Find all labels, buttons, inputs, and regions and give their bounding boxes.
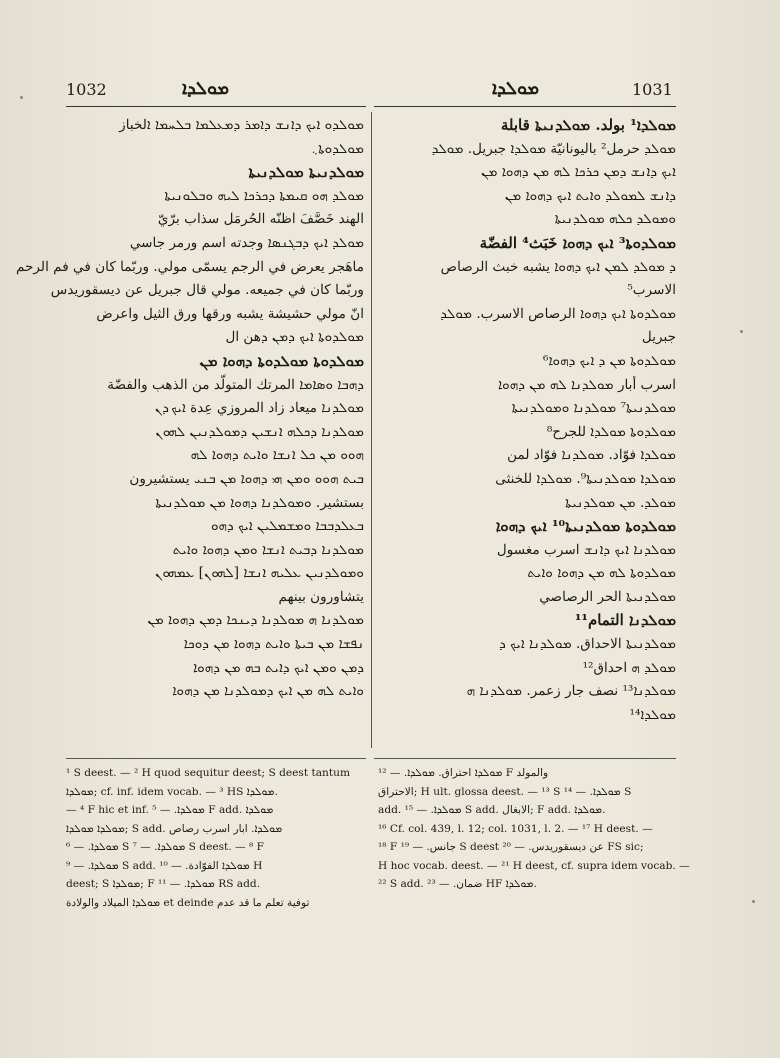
footnote-line: ¹ S deest. — ² H quod sequitur deest; S deest tantum — [66, 767, 350, 779]
text-line: ماهَجر يعرض في الرجم يسمّى مولي. وربّما كان في فم الرحم — [15, 258, 364, 275]
text-line: ܡܘܠܕܢܐ ميعاد زاد المروزي عِدة ܐܝܟ ܕܢ — [154, 400, 364, 417]
text-line: اسرب أبار ܡܘܠܕܢܐ ܠܗ ܡܢ ܕܗܘܐ — [498, 376, 676, 393]
text-line: ܡܘܠܕܢܐ ܕܟܠܗ ܐܢܫܝܢ ܕܡܘܠܕܢܝܢ ܠܗܘܢ — [155, 423, 364, 440]
text-line: ܡܘܠܕܘܬܐ܆ — [311, 140, 364, 157]
entry-headword: ܡܘܠܕܘܬܐ³ ܐܝܟ ܕܗܘܐ خَبَث⁴ الفضّة — [479, 233, 676, 252]
text-line: الهند خَصَّفَ اظنّه الحُرمَل سذاب برّيّ — [157, 211, 364, 228]
text-line: ܡܘܠܕ ܐܝܟ ܕܒܓܢܣܐ وجدته اسم ورمر جاسي — [129, 234, 364, 251]
right-footnote-rule — [374, 758, 676, 759]
text-line: ܡܘܠܕܢܐ ܗ ܡܘܠܕܢܐ ܕܝܢܟܐ ܕܡܢ ܕܗܘܐ ܡܢ — [147, 612, 364, 629]
left-header-rule — [66, 106, 366, 107]
text-line: ܡܘܠܕܘ ܐܝܟ ܕܐܢܫ ܕܐܡܪ ܕܡܥܠܡܐ ܒܠܚܡܐ ܐلخباز — [119, 117, 364, 133]
footnote-line: H hoc vocab. deest. — ²¹ H deest, cf. supra idem vocab. — — [378, 859, 690, 872]
text-line: ܡܘܠܕܐ فوّاد. ܡܘܠܕܢܐ فوّاد لمن — [507, 447, 676, 464]
entry-headword: ܡܘܠܕܐ¹ بولد. ܡܘܠܕܢܝܬܐ قابلة — [500, 116, 676, 134]
text-line: ܐܝܟ ܕܐܢܫ ܕܡܢ ܟܪܟܐ ܠܗ ܡܢ ܕܗܘܐ ܡܢ — [481, 164, 676, 181]
paper-speck — [752, 900, 755, 903]
text-line: ܕܡܢ ܘܡܢ ܐܝܟ ܕܐܝܬ ܒܗ ܡܢ ܕܗܘܐ — [193, 659, 364, 676]
text-line: ܡܘܠܕܐ¹⁴ — [629, 706, 676, 723]
entry-headword: ܡܘܠܕܢܝܬܐ ܡܘܠܕܢܝܬܐ — [248, 163, 364, 182]
text-line: بستشير. ܘܡܘܠܕܢܐ ܕܗܘܐ ܡܢ ܡܘܠܕܢܝܬܐ — [155, 494, 364, 511]
text-line: ܡܘܠܕܢܝܬܐ الاحداق. ܡܘܠܕܢܐ ܐܝܟ ܕ — [499, 636, 676, 653]
text-line: ܡܘܠܕ حرمل² باليونانيّة ܡܘܠܕܐ جبريل. ܡܘܠܕ — [431, 140, 676, 157]
footnote-line: ܡܘܠܕܐ ܡܘܠܕܐ; S add. ܡܘܠܕܐ. ابار اسرب رصاص — [66, 822, 283, 835]
paper-speck — [740, 330, 743, 333]
text-line: ܡܘܠܕܢܐ ܕܒܝܬ ܐܢܫܐ ܘܡܢ ܕܗܘܐ ܘܐܝܬ — [172, 541, 364, 558]
footnote-line: add. ܡܘܠܕܐ. — ¹⁵ S add. الابغال; F add. ܡܘܠܕܐ. — [378, 804, 606, 816]
column-separator — [371, 112, 372, 748]
text-line: ܡܘܠܕܢܐ ܐܝܟ ܕܐܢܫ اسرب مغسول — [496, 541, 676, 558]
footnote-line: الاحتراق; H ult. glossa deest. — ¹³ S ܡܘܠܕܐ. — ¹⁴ S — [378, 785, 632, 798]
text-line: ܡܘܠܕ ܗ احداق¹² — [582, 659, 676, 676]
text-line: ܒܥܠܕܒܒܐ ܘܡܫܡܠܝܢ ܐܝܟ ܕܗܘ — [210, 518, 364, 535]
text-line: ܕܗܒܐ ܘܣܐܡܐ المرتك المتولّد من الذهب والفضّة — [107, 376, 364, 393]
text-line: ܡܘܠܕܐ ܡܘܠܕܢܝܬܐ⁹. ܡܘܠܕܐ للخنثى — [495, 470, 676, 487]
footnote-line: deest; S ܡܘܠܕܐ; F ܡܘܠܕܐ. — ¹¹ RS add. — [66, 878, 261, 890]
text-line: ܡܘܠܕ ܗܘ ܩܝܡܬܐ ܕܟܪܟܐ ܠܝܗ ܘܒܠܘܢܝܬܐ — [164, 187, 364, 204]
text-line: ܡܘܠܕ. ܡܢ ܡܘܠܕܢܝܬܐ — [565, 494, 676, 511]
left-page-number: 1032 — [66, 80, 107, 99]
right-page-number: 1031 — [632, 80, 673, 99]
text-line: ܡܘܠܕܢܐ¹³ نصف جار زعمر. ܡܘܠܕܢܐ ܗ — [466, 683, 676, 700]
text-line: ܕ ܡܘܠܕ ܠܡܢ ܐܝܟ ܕܗܘܐ يشبه خبث الرصاص — [440, 258, 676, 275]
text-line: يتشاورون بينهم — [278, 588, 364, 605]
entry-headword: ܡܘܠܕܘܬܐ ܡܘܠܕܢܝܬܐ¹⁰ ܐܝܟ ܕܗܘܐ — [495, 517, 676, 536]
text-line: ܢܦܫܐ ܡܢ ܒܝܬܐ ܘܐܝܬ ܕܗܘܐ ܡܢ ܕܘܟܐ — [183, 636, 364, 653]
left-footnotes — [66, 764, 366, 924]
text-line: ܗܘܘ ܡܢ ܟܠ ܐܢܫܐ ܘܐܝܬ ܕܗܘܐ ܠܗ — [190, 447, 364, 464]
footnote-line: ¹⁸ F جانس. — ¹⁹ S deest عن ديسقوريدس. — ²⁰ FS sic; — [378, 841, 644, 853]
footnote-line: ܡܘܠܕܐ; cf. inf. idem vocab. — ³ HS ܡܘܠܕܐ. — [66, 785, 278, 798]
text-line: وربّما كان في جميعه. مولي قال جبريل عن ديسقوريدس — [50, 282, 364, 299]
right-footnotes — [378, 764, 690, 924]
text-line: انّ مولي حشيشة يشبه ورقها ورق الثيل واعرض — [96, 305, 364, 322]
left-running-head: ܡܘܠܕܐ — [182, 78, 230, 99]
text-line: ܒܝܬ ܗܘܘ ܘܡܢ ܗܝ ܕܗܘܐ ܡܢ ܒܢܝ يستشيرون — [129, 470, 364, 487]
text-line: جبريل — [641, 329, 676, 346]
entry-headword: ܡܘܠܕܢܐ التمام¹¹ — [574, 611, 676, 630]
right-column-text — [378, 114, 676, 744]
footnote-line: ܡܘܠܕܐ. — ⁹ S add. ܡܘܠܕܐ الفوّادة. — ¹⁰ H — [66, 859, 263, 872]
text-line: ܕܐܢܫ ܠܡܘܠܕ ܘܐܝܬ ܐܝܟ ܕܗܘܐ ܡܢ — [504, 187, 676, 204]
footnote-line: — ⁴ F hic et inf. ܡܘܠܕܐ. — ⁵ F add. ܡܘܠܕܐ — [66, 804, 274, 816]
text-line: ܡܘܠܕܘܬܐ ܡܘܠܕܐ للجرح⁸ — [546, 423, 676, 440]
text-line: الاسرب⁵ — [627, 282, 676, 299]
text-line: ܡܘܠܕܘܬܐ ܐܝܟ ܕܗܘܐ الرصاص الاسرب. ܡܘܠܕ — [440, 305, 676, 322]
right-header-rule — [374, 106, 676, 107]
text-line: ܘܡܘܠܕ ܟܠܗ ܡܘܠܕܢܝܬܐ — [554, 211, 676, 228]
entry-headword: ܡܘܠܕܘܬܐ ܡܘܠܕܘܬܐ ܕܗܘܐ ܡܢ — [199, 351, 364, 370]
text-line: ܡܘܠܕܢܝܬܐ الحر الرصاصي — [539, 588, 676, 605]
text-line: ܡܘܠܕܘܬܐ ܐܝܟ ܕܡܢ ܕهن ال — [225, 329, 364, 346]
text-line: ܘܡܘܠܕܢܝܢ ܥܠܝܗ ܐܢܫܐ [ܠܗܘܢ] ܥܡܗܘܢ — [155, 565, 364, 582]
footnote-line: ²² S add. ضمان. — ²³ HF ܡܘܠܕܐ. — [378, 878, 537, 890]
footnote-line: ¹⁶ Cf. col. 439, l. 12; col. 1031, l. 2. — ¹⁷ H deest. — — [378, 822, 653, 835]
left-footnote-rule — [66, 758, 366, 759]
paper-speck — [20, 96, 23, 99]
text-line: ܘܐܝܬ ܠܗ ܡܢ ܐܝܟ ܕܡܘܠܕܢܐ ܡܢ ܕܗܘܐ — [172, 683, 364, 700]
left-column-text — [15, 114, 364, 744]
text-line: ܡܘܠܕܘܬܐ ܠܗ ܡܢ ܕܗܘܐ ܘܐܝܬ — [527, 565, 676, 582]
footnote-line: ܡܘܠܕܐ الميلاد والولادة et deinde توفية تعلم ما قد عدم — [66, 896, 310, 909]
right-running-head: ܡܘܠܕܐ — [492, 78, 540, 99]
footnote-line: ܡܘܠܕܐ احتراق. ܡܘܠܕܐ. — ¹² F والمولد — [378, 767, 549, 779]
text-line: ܡܘܠܕܘܬܐ ܡܢ ܕ ܐܝܟ ܕܗܘܐ⁶ — [542, 352, 676, 369]
footnote-line: ܡܘܠܕܐ. — ⁶ S ܡܘܠܕܐ. — ⁷ S deest. — ⁸ F — [66, 841, 264, 853]
text-line: ܡܘܠܕܢܝܬܐ⁷ ܡܘܠܕܢܐ ܘܡܘܠܕܢܝܬܐ — [511, 400, 676, 417]
